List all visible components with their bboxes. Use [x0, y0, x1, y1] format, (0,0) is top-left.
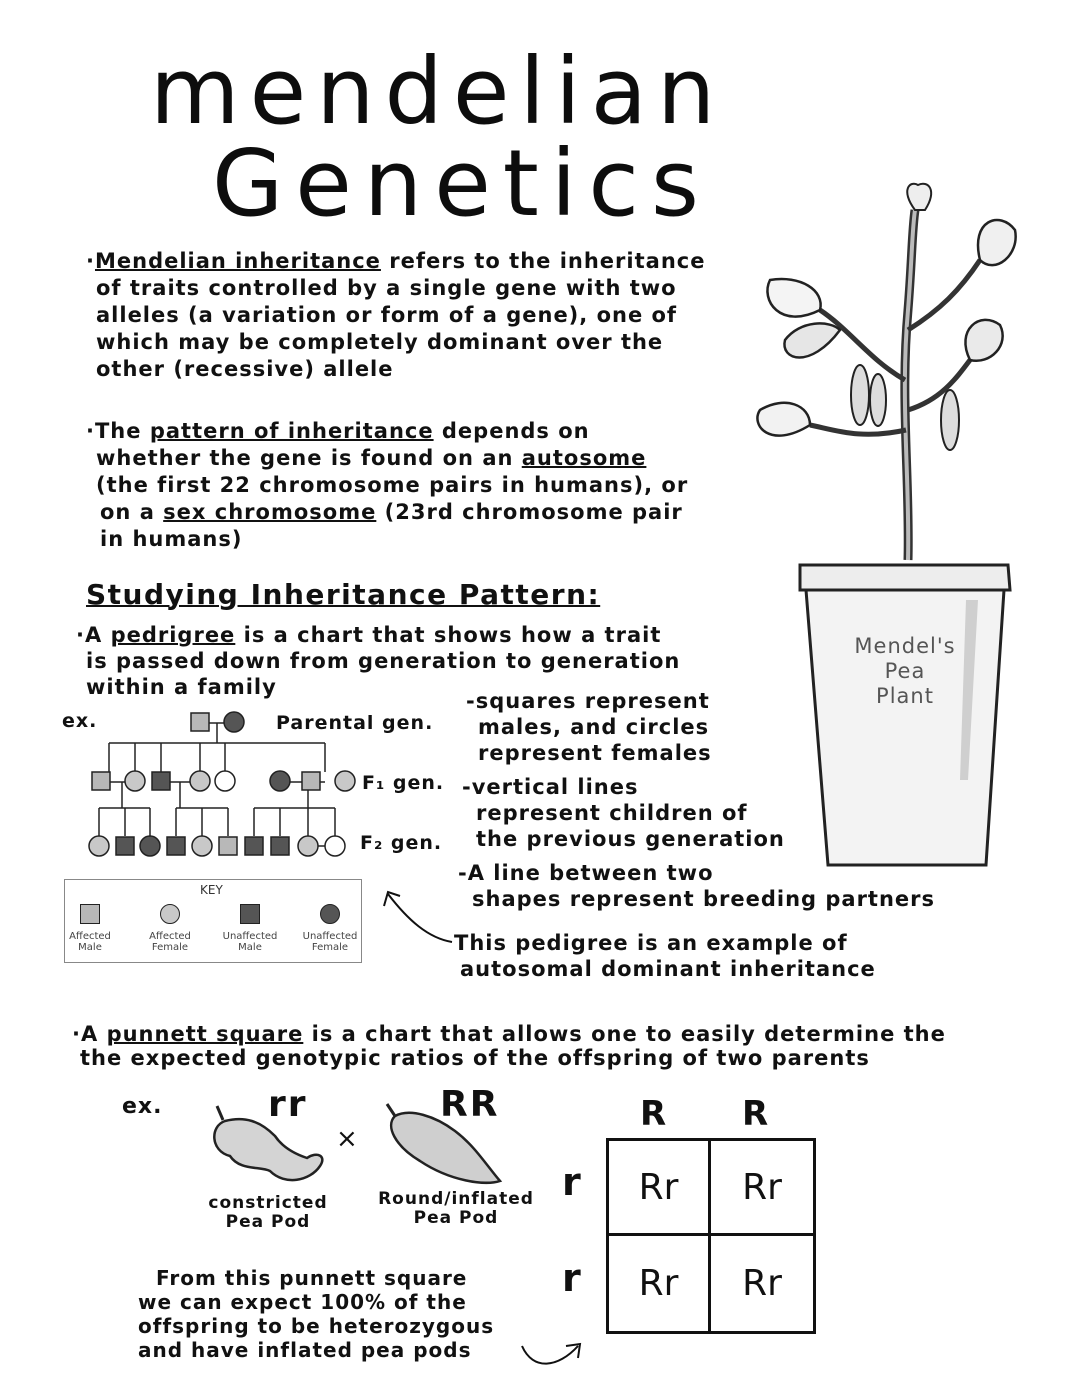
key-item-affected-female: Affected Female — [149, 931, 191, 953]
parent1-genotype: rr — [268, 1084, 308, 1125]
parent2-genotype: RR — [440, 1084, 500, 1125]
pedigree-notes-3: -A line between two shapes represent breeding partners — [458, 861, 936, 911]
curved-arrow-icon — [518, 1336, 588, 1376]
title-line-1: mendelian — [150, 38, 726, 145]
constricted-pod-icon — [205, 1096, 330, 1191]
punnett-ex-label: ex. — [122, 1094, 163, 1119]
key-items — [64, 879, 360, 961]
f2-gen-label: F₂ gen. — [360, 832, 443, 854]
section-heading: Studying Inheritance Pattern: — [86, 578, 601, 611]
punnett-cell: Rr — [609, 1141, 711, 1236]
punnett-term: punnett square — [106, 1022, 304, 1046]
punnett-cell: Rr — [711, 1141, 813, 1236]
punnett-cell: Rr — [742, 1263, 782, 1304]
constricted-pod-label: constricted Pea Pod — [208, 1193, 328, 1232]
pedigree-term: pedrigree — [110, 623, 236, 647]
f1-gen-label: F₁ gen. — [362, 772, 445, 794]
col-header-2: R — [742, 1094, 771, 1134]
pattern-term: pattern of inheritance — [149, 419, 434, 443]
inflated-pod-icon — [375, 1096, 510, 1191]
unaffected-male-symbol — [240, 904, 260, 924]
pea-plant-illustration — [740, 180, 1040, 870]
key-item-unaffected-female: Unaffected Female — [302, 931, 358, 953]
key-item-unaffected-male: Unaffected Male — [222, 931, 278, 953]
pedigree-ex-label: ex. — [62, 710, 98, 732]
plant-label: Mendel's Pea Plant — [854, 634, 956, 708]
col-header-1: R — [640, 1094, 669, 1134]
key-item-affected-male: Affected Male — [69, 931, 111, 953]
pattern-paragraph: ·The pattern of inheritance depends on whether the gene is found on an autosome (the first 22 chromosome pairs in humans), or on a sex chromosome (23rd chromosome pair in humans) — [86, 419, 689, 551]
unaffected-female-symbol — [320, 904, 340, 924]
affected-female-symbol — [160, 904, 180, 924]
cross-symbol: × — [336, 1124, 358, 1154]
row-header-2: r — [562, 1256, 583, 1300]
sex-chromosome-term: sex chromosome — [163, 500, 377, 524]
intro-paragraph: ·Mendelian inheritance refers to the inheritance of traits controlled by a single gene with two alleles (a variation or form of a gene), one of which may be completely dominant over the other (recessive) allele — [86, 249, 706, 381]
inflated-pod-label: Round/inflated Pea Pod — [378, 1189, 534, 1228]
parental-gen-label: Parental gen. — [276, 712, 434, 734]
curved-arrow-icon — [378, 880, 458, 950]
punnett-conclusion: From this punnett square we can expect 100% of the offspring to be heterozygous and have inflated pea pods — [138, 1266, 495, 1362]
pedigree-notes-4: This pedigree is an example of autosomal dominant inheritance — [454, 931, 876, 981]
pedigree-definition: ·A pedrigree is a chart that shows how a trait is passed down from generation to generation within a family — [76, 623, 681, 699]
intro-term: Mendelian inheritance — [94, 249, 381, 273]
affected-male-symbol — [80, 904, 100, 924]
pedigree-notes-2: -vertical lines represent children of the previous generation — [462, 775, 785, 851]
row-header-1: r — [562, 1160, 583, 1204]
title-line-2: Genetics — [212, 130, 711, 237]
pedigree-notes-1: -squares represent males, and circles represent females — [466, 689, 712, 765]
punnett-definition: ·A punnett square is a chart that allows one to easily determine the the expected genotypic ratios of the offspring of two parents — [72, 1022, 946, 1070]
autosome-term: autosome — [521, 446, 647, 470]
punnett-square — [606, 1138, 816, 1334]
pedigree-chart — [80, 708, 370, 868]
punnett-cell: Rr — [609, 1236, 711, 1331]
key-title: KEY — [200, 883, 223, 897]
